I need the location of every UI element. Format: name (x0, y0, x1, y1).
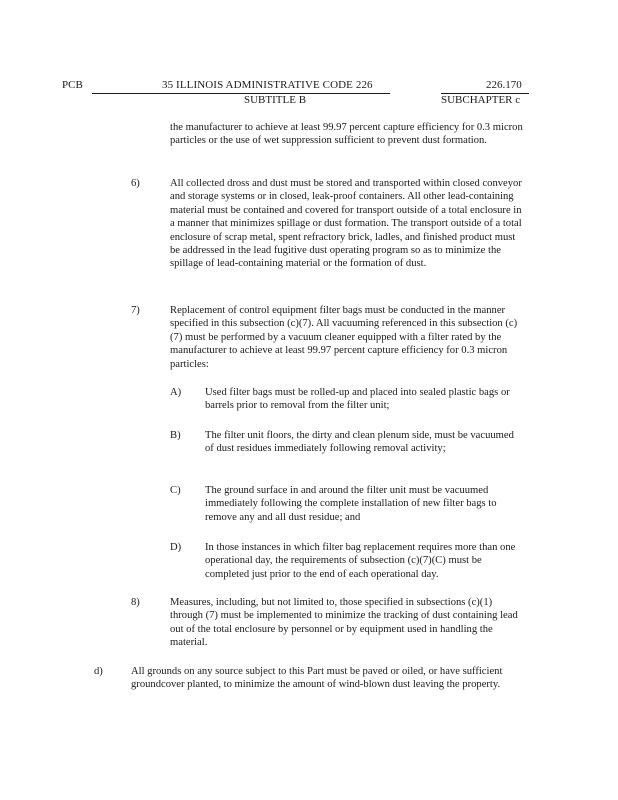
item-6-text: All collected dross and dust must be stored and transported within closed conveyor and storage systems or in closed, leak-proof containers. All other lead-containing material must be contained and covered for transport outside of a total enclosure in a manner that minimizes spillage or dust formation. The transport outside of a total enclosure of scrap metal, spent refractory brick, ladles, and finished product must be addressed in the lead fugitive dust operating program so as to minimize the spillage of lead-containing material or the formation of dust. (170, 178, 522, 270)
item-6-label: 6) (131, 178, 140, 189)
header-agency: PCB (62, 79, 83, 91)
header-subchapter: SUBCHAPTER c (441, 94, 521, 106)
item-7-c-label: C) (170, 485, 181, 496)
header-code-title: 35 ILLINOIS ADMINISTRATIVE CODE 226 (162, 79, 373, 91)
header-subtitle: SUBTITLE B (244, 94, 307, 106)
item-7-d-text: In those instances in which filter bag replacement requires more than one operational day, the requirements of subsection (c)(7)(C) must be completed just prior to the end of each operational day. (205, 542, 516, 580)
continuation-paragraph: the manufacturer to achieve at least 99.97 percent capture efficiency for 0.3 micron particles or the use of wet suppression sufficient to prevent dust formation. (170, 122, 523, 147)
item-7-label: 7) (131, 305, 140, 316)
item-7-text: Replacement of control equipment filter bags must be conducted in the manner specified in this subsection (c)(7). All vacuuming referenced in this subsection (c)(7) must be performed by a vacuum cleaner equipped with a filter rated by the manufacturer to achieve at least 99.97 percent capture efficiency for 0.3 micron particles: (170, 305, 518, 370)
item-7-b-text: The filter unit floors, the dirty and clean plenum side, must be vacuumed of dust residues immediately following removal activity; (205, 430, 514, 455)
item-8-label: 8) (131, 597, 140, 608)
item-7-d-label: D) (170, 542, 182, 553)
item-d-text: All grounds on any source subject to this Part must be paved or oiled, or have sufficient groundcover planted, to minimize the amount of wind-blown dust leaving the property. (131, 666, 503, 691)
item-d-label: d) (94, 666, 103, 677)
item-7-a-label: A) (170, 387, 182, 398)
item-7-c-text: The ground surface in and around the filter unit must be vacuumed immediately following the complete installation of new filter bags to remove any and all dust residue; and (205, 485, 497, 523)
item-8-text: Measures, including, but not limited to, those specified in subsections (c)(1) through (7) must be implemented to minimize the tracking of dust containing lead out of the total enclosure by personnel or by equipment used in handling the material. (170, 597, 518, 649)
header-section-number: 226.170 (486, 79, 522, 91)
item-7-a-text: Used filter bags must be rolled-up and placed into sealed plastic bags or barrels prior to removal from the filter unit; (205, 387, 510, 412)
item-7-b-label: B) (170, 430, 181, 441)
